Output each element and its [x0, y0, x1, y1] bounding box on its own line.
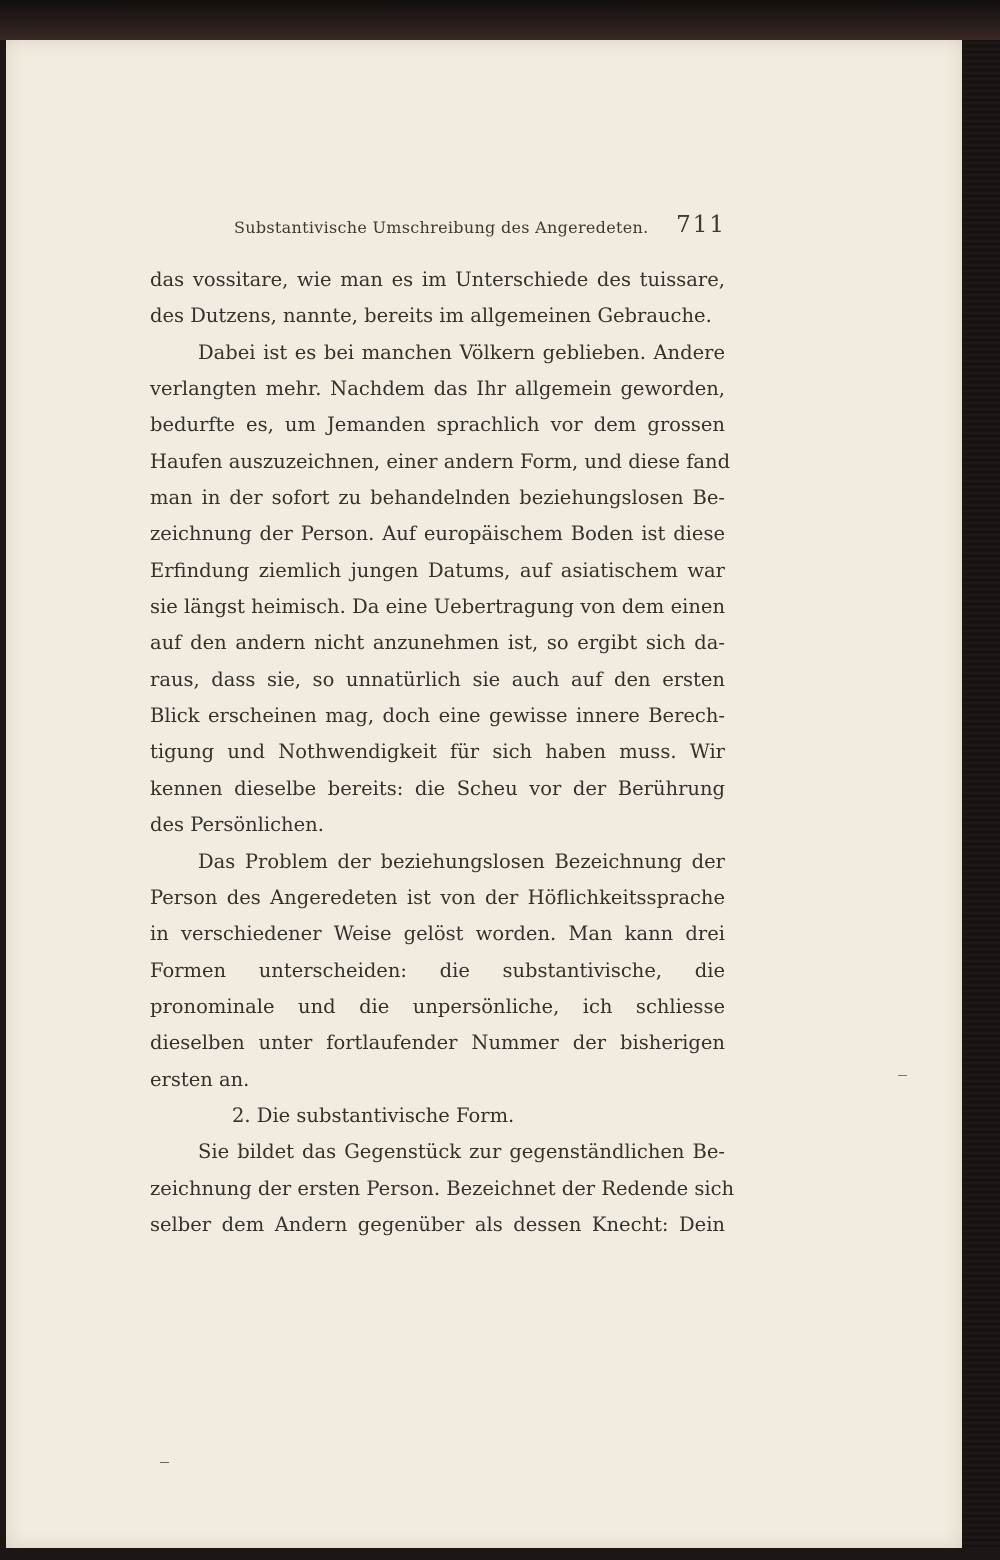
text-line: Haufen auszuzeichnen, einer andern Form, und diese fand [150, 449, 731, 473]
text-line: Formen unterscheiden: die substantivische, die [150, 958, 725, 982]
text-line: verlangten mehr. Nachdem das Ihr allgemein geworden, [150, 377, 725, 401]
text-line: zeichnung der Person. Auf europäischem Boden ist diese [150, 522, 725, 546]
text-line: Dabei ist es bei manchen Völkern geblieben. Andere [198, 340, 725, 364]
text-line: des Persönlichen. [150, 813, 324, 837]
margin-edge-mark [898, 1075, 907, 1076]
text-line: ersten an. [150, 1067, 250, 1091]
book-edge-right [962, 40, 1000, 1548]
text-line: selber dem Andern gegenüber als dessen Knecht: Dein [150, 1212, 725, 1236]
text-line: dieselben unter fortlaufender Nummer der bisherigen [150, 1031, 725, 1055]
text-line: Erfindung ziemlich jungen Datums, auf asiatischem war [150, 558, 725, 582]
text-line: das vossitare, wie man es im Unterschiede des tuissare, [150, 268, 725, 291]
running-title: Substantivische Umschreibung des Angeredeten. [234, 218, 649, 237]
text-line: bedurfte es, um Jemanden sprachlich vor dem grossen [150, 413, 725, 437]
text-line: Sie bildet das Gegenstück zur gegenständlichen Be- [198, 1140, 725, 1164]
text-line: tigung und Nothwendigkeit für sich haben muss. Wir [150, 740, 725, 764]
text-line: Das Problem der beziehungslosen Bezeichnung der [198, 849, 725, 873]
text-line: kennen dieselbe bereits: die Scheu vor der Berührung [150, 776, 725, 800]
text-line: in verschiedener Weise gelöst worden. Man kann drei [150, 922, 725, 946]
text-line: Blick erscheinen mag, doch eine gewisse innere Berech- [150, 704, 725, 728]
text-line: zeichnung der ersten Person. Bezeichnet der Redende sich [150, 1176, 735, 1200]
section-heading: 2. Die substantivische Form. [232, 1103, 515, 1127]
page-header [234, 212, 726, 242]
text-line: pronominale und die unpersönliche, ich schliesse [150, 994, 725, 1018]
text-line: man in der sofort zu behandelnden beziehungslosen Be- [150, 486, 725, 510]
text-line: des Dutzens, nannte, bereits im allgemeinen Gebrauche. [150, 304, 712, 328]
page-number: 711 [676, 212, 726, 238]
text-line: raus, dass sie, so unnatürlich sie auch auf den ersten [150, 667, 725, 691]
text-line: auf den andern nicht anzunehmen ist, so ergibt sich da- [150, 631, 725, 655]
scan-top-border [0, 0, 1000, 40]
text-line: Person des Angeredeten ist von der Höflichkeitssprache [150, 885, 725, 909]
body-text [150, 262, 735, 1243]
text-line: sie längst heimisch. Da eine Uebertragung von dem einen [150, 595, 725, 619]
margin-dash-mark [160, 1462, 169, 1463]
